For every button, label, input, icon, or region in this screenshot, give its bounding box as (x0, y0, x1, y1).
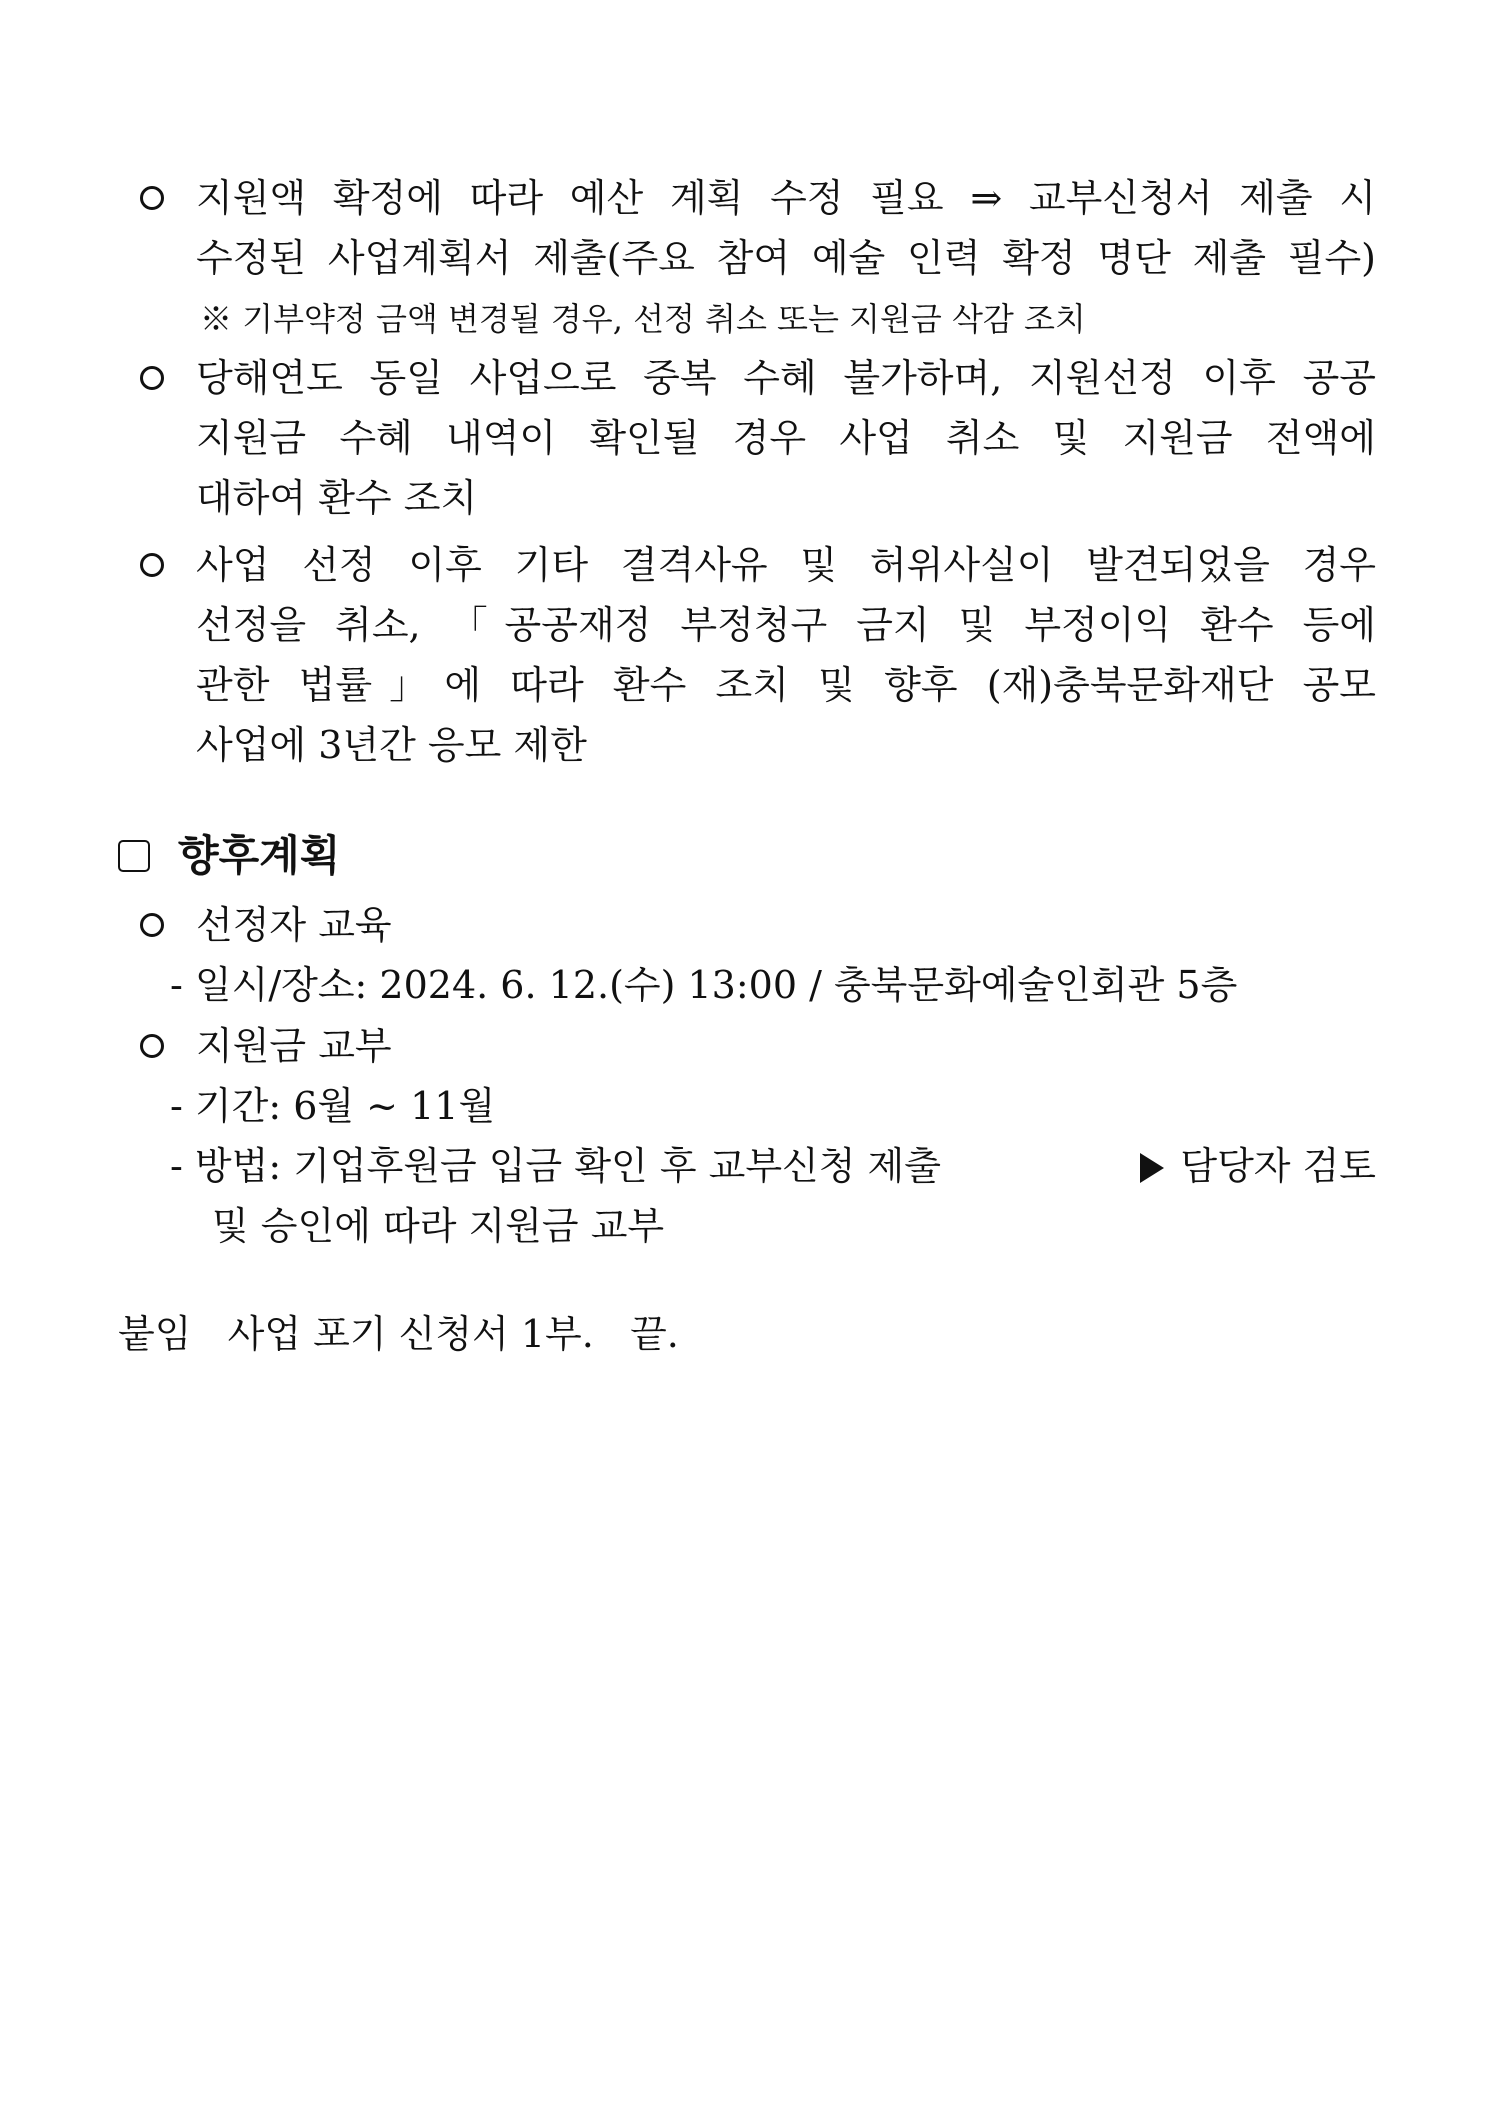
circle-bullet-icon (140, 1034, 164, 1058)
method-continuation: 및 승인에 따라 지원금 교부 (212, 1204, 665, 1248)
subitem-label: 지원금 교부 (196, 1024, 392, 1068)
attachment-line: 붙임 사업 포기 신청서 1부. 끝. (118, 1312, 679, 1356)
bullet-text-line: 선정을 취소, 「공공재정 부정청구 금지 및 부정이익 환수 등에 (196, 603, 1376, 647)
bullet-text-line: 대하여 환수 조치 (196, 476, 478, 520)
bullet-text-line: 사업에 3년간 응모 제한 (196, 723, 587, 767)
dash-line: - 일시/장소: 2024. 6. 12.(수) 13:00 / 충북문화예술인회관 5층 (170, 963, 1238, 1007)
subitem-label: 선정자 교육 (196, 903, 392, 947)
bullet-text-line: 관한 법률」에 따라 환수 조치 및 향후 (재)충북문화재단 공모 (196, 663, 1376, 707)
dash-line: - 기간: 6월 ~ 11월 (170, 1084, 496, 1128)
method-line (170, 1144, 1376, 1188)
circle-bullet-icon (140, 366, 164, 390)
bullet-text-line: 당해연도 동일 사업으로 중복 수혜 불가하며, 지원선정 이후 공공 (196, 356, 1376, 400)
bullet-text-line: 수정된 사업계획서 제출(주요 참여 예술 인력 확정 명단 제출 필수) (196, 236, 1376, 280)
square-bullet-icon (118, 840, 150, 872)
method-text: - 방법: 기업후원금 입금 확인 후 교부신청 제출 (170, 1144, 941, 1188)
circle-bullet-icon (140, 186, 164, 210)
right-triangle-icon (1140, 1153, 1164, 1183)
note-text: ※ 기부약정 금액 변경될 경우, 선정 취소 또는 지원금 삭감 조치 (200, 300, 1086, 338)
bullet-text-line: 지원금 수혜 내역이 확인될 경우 사업 취소 및 지원금 전액에 (196, 416, 1376, 460)
method-text-after: 담당자 검토 (1132, 1144, 1376, 1188)
circle-bullet-icon (140, 913, 164, 937)
section-title: 향후계획 (178, 831, 341, 880)
bullet-text-line: 사업 선정 이후 기타 결격사유 및 허위사실이 발견되었을 경우 (196, 543, 1376, 587)
circle-bullet-icon (140, 553, 164, 577)
bullet-text-line: 지원액 확정에 따라 예산 계획 수정 필요 ⇒ 교부신청서 제출 시 (196, 176, 1376, 220)
